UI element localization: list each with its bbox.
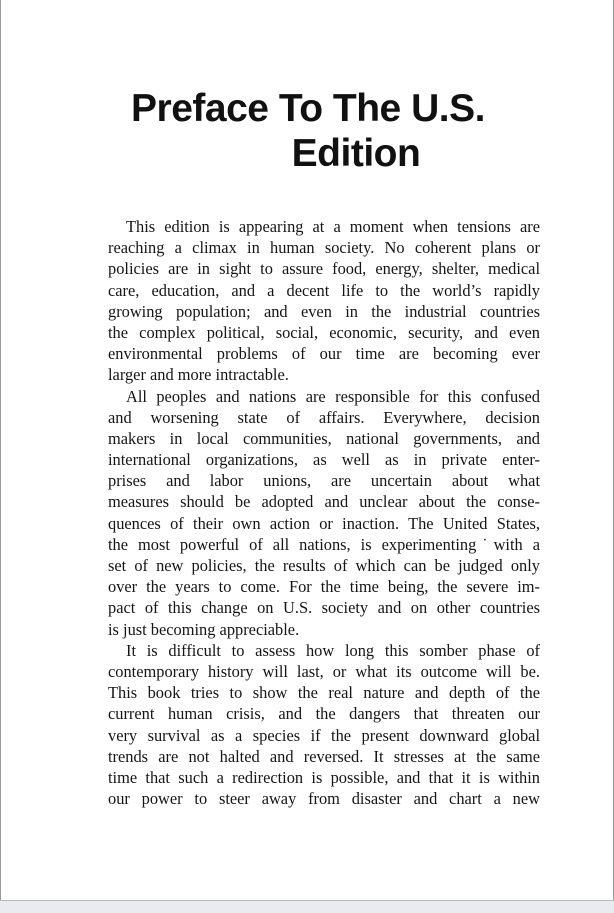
viewer-bottom-strip xyxy=(0,900,614,913)
text-line: very survival as a species if the present downward global xyxy=(108,725,540,745)
text-line: reaching a climax in human society. No coherent plans or xyxy=(108,238,540,258)
preface-body xyxy=(108,216,540,809)
text-line: time that such a redirection is possible, and that it is within xyxy=(108,767,540,787)
page-title xyxy=(31,86,585,176)
text-line: care, education, and a decent life to the world’s rapidly xyxy=(108,280,540,300)
text-line: trends are not halted and reversed. It stresses at the same xyxy=(108,746,540,766)
text-line: prises and labor unions, are uncertain about what xyxy=(108,471,540,491)
text-line: is just becoming appreciable. xyxy=(108,619,300,639)
text-line: international organizations, as well as in private enter- xyxy=(108,450,540,470)
text-line: environmental problems of our time are becoming ever xyxy=(108,344,540,364)
text-line: larger and more intractable. xyxy=(108,365,289,385)
text-line: set of new policies, the results of which can be judged only xyxy=(108,556,540,575)
text-line: the most powerful of all nations, is experimenting˙with a xyxy=(108,534,540,554)
text-line: pact of this change on U.S. society and on other countries xyxy=(108,598,540,618)
title-line-2: Edition xyxy=(291,132,421,175)
text-line: policies are in sight to assure food, energy, shelter, medical xyxy=(108,259,540,279)
text-line: This book tries to show the real nature and depth of the xyxy=(108,683,540,703)
text-line: All peoples and nations are responsible for this confused xyxy=(126,386,540,406)
text-line: It is difficult to assess how long this somber phase of xyxy=(126,640,540,660)
text-line: contemporary history will last, or what its outcome will be. xyxy=(108,661,540,681)
text-line: This edition is appearing at a moment when tensions are xyxy=(126,217,540,236)
text-line: growing population; and even in the industrial countries xyxy=(108,301,540,321)
text-line: our power to steer away from disaster and chart a new xyxy=(108,789,540,809)
text-line: makers in local communities, national governments, and xyxy=(108,428,540,448)
text-line: quences of their own action or inaction. The United States, xyxy=(108,513,540,533)
text-line: over the years to come. For the time being, the severe im- xyxy=(108,577,540,597)
text-line: current human crisis, and the dangers that threaten our xyxy=(108,704,540,724)
text-line: measures should be adopted and unclear about the conse- xyxy=(108,492,540,512)
text-line: the complex political, social, economic, security, and even xyxy=(108,322,540,342)
text-line: and worsening state of affairs. Everywhere, decision xyxy=(108,407,540,427)
title-line-1: Preface To The U.S. xyxy=(131,87,485,130)
